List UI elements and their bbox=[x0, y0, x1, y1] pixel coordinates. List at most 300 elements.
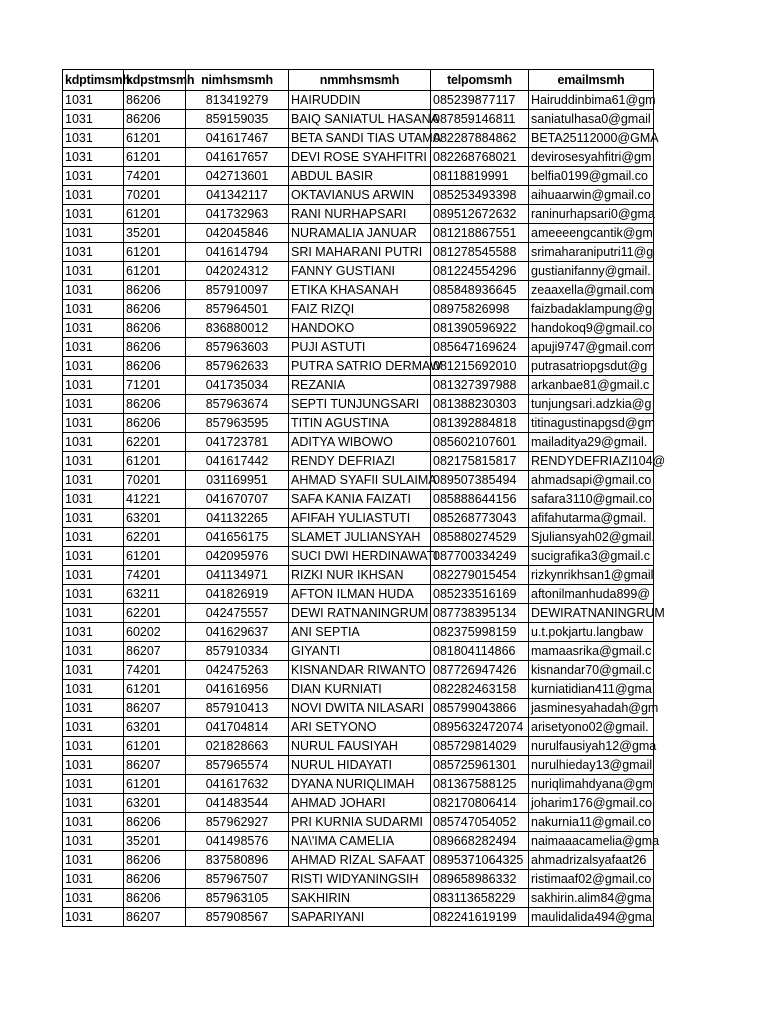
cell-kdptimsmh[interactable]: 1031 bbox=[63, 224, 124, 243]
cell-emailmsmh[interactable]: putrasatriopgsdut@g bbox=[529, 357, 654, 376]
cell-kdptimsmh[interactable]: 1031 bbox=[63, 129, 124, 148]
cell-kdptimsmh[interactable]: 1031 bbox=[63, 319, 124, 338]
cell-nmmhsmsmh[interactable]: SUCI DWI HERDINAWATI bbox=[289, 547, 431, 566]
cell-nimhsmsmh[interactable]: 857964501 bbox=[186, 300, 289, 319]
header-nmmhsmsmh[interactable]: nmmhsmsmh bbox=[289, 70, 431, 91]
cell-telpomsmh[interactable]: 082170806414 bbox=[431, 794, 529, 813]
cell-kdptimsmh[interactable]: 1031 bbox=[63, 680, 124, 699]
cell-emailmsmh[interactable]: srimaharaniputri11@g bbox=[529, 243, 654, 262]
cell-nmmhsmsmh[interactable]: NURUL HIDAYATI bbox=[289, 756, 431, 775]
cell-telpomsmh[interactable]: 089507385494 bbox=[431, 471, 529, 490]
cell-emailmsmh[interactable]: DEWIRATNANINGRUM bbox=[529, 604, 654, 623]
cell-nimhsmsmh[interactable]: 836880012 bbox=[186, 319, 289, 338]
cell-emailmsmh[interactable]: ristimaaf02@gmail.co bbox=[529, 870, 654, 889]
cell-kdpstmsmh[interactable]: 63201 bbox=[124, 509, 186, 528]
cell-emailmsmh[interactable]: arkanbae81@gmail.c bbox=[529, 376, 654, 395]
cell-telpomsmh[interactable]: 081224554296 bbox=[431, 262, 529, 281]
cell-telpomsmh[interactable]: 0895371064325 bbox=[431, 851, 529, 870]
cell-emailmsmh[interactable]: sucigrafika3@gmail.c bbox=[529, 547, 654, 566]
cell-telpomsmh[interactable]: 085253493398 bbox=[431, 186, 529, 205]
cell-nimhsmsmh[interactable]: 857963603 bbox=[186, 338, 289, 357]
cell-kdpstmsmh[interactable]: 61201 bbox=[124, 680, 186, 699]
cell-emailmsmh[interactable]: nakurnia11@gmail.co bbox=[529, 813, 654, 832]
cell-emailmsmh[interactable]: nurulfausiyah12@gma bbox=[529, 737, 654, 756]
cell-nimhsmsmh[interactable]: 857965574 bbox=[186, 756, 289, 775]
cell-nmmhsmsmh[interactable]: NURAMALIA JANUAR bbox=[289, 224, 431, 243]
cell-kdptimsmh[interactable]: 1031 bbox=[63, 528, 124, 547]
cell-nimhsmsmh[interactable]: 041617467 bbox=[186, 129, 289, 148]
cell-nmmhsmsmh[interactable]: BETA SANDI TIAS UTAMA bbox=[289, 129, 431, 148]
cell-emailmsmh[interactable]: tunjungsari.adzkia@g bbox=[529, 395, 654, 414]
cell-nimhsmsmh[interactable]: 041826919 bbox=[186, 585, 289, 604]
cell-nimhsmsmh[interactable]: 857908567 bbox=[186, 908, 289, 927]
spreadsheet bbox=[62, 69, 666, 927]
cell-emailmsmh[interactable]: afifahutarma@gmail. bbox=[529, 509, 654, 528]
cell-nmmhsmsmh[interactable]: RIZKI NUR IKHSAN bbox=[289, 566, 431, 585]
cell-kdpstmsmh[interactable]: 86207 bbox=[124, 699, 186, 718]
cell-kdptimsmh[interactable]: 1031 bbox=[63, 376, 124, 395]
table-row bbox=[63, 262, 654, 281]
cell-nimhsmsmh[interactable]: 857962927 bbox=[186, 813, 289, 832]
cell-telpomsmh[interactable]: 085799043866 bbox=[431, 699, 529, 718]
table-row bbox=[63, 661, 654, 680]
cell-kdpstmsmh[interactable]: 86206 bbox=[124, 851, 186, 870]
cell-telpomsmh[interactable]: 081804114866 bbox=[431, 642, 529, 661]
cell-nmmhsmsmh[interactable]: DEVI ROSE SYAHFITRI bbox=[289, 148, 431, 167]
cell-nmmhsmsmh[interactable]: KISNANDAR RIWANTO bbox=[289, 661, 431, 680]
table-row bbox=[63, 794, 654, 813]
cell-telpomsmh[interactable]: 089668282494 bbox=[431, 832, 529, 851]
cell-nmmhsmsmh[interactable]: ARI SETYONO bbox=[289, 718, 431, 737]
cell-nmmhsmsmh[interactable]: NA\'IMA CAMELIA bbox=[289, 832, 431, 851]
cell-telpomsmh[interactable]: 082282463158 bbox=[431, 680, 529, 699]
table-row bbox=[63, 186, 654, 205]
cell-kdptimsmh[interactable]: 1031 bbox=[63, 775, 124, 794]
cell-nimhsmsmh[interactable]: 041704814 bbox=[186, 718, 289, 737]
cell-emailmsmh[interactable]: naimaaacamelia@gma bbox=[529, 832, 654, 851]
cell-nmmhsmsmh[interactable]: REZANIA bbox=[289, 376, 431, 395]
cell-emailmsmh[interactable]: maulidalida494@gma bbox=[529, 908, 654, 927]
cell-kdpstmsmh[interactable]: 86207 bbox=[124, 642, 186, 661]
cell-nmmhsmsmh[interactable]: ADITYA WIBOWO bbox=[289, 433, 431, 452]
cell-emailmsmh[interactable]: titinagustinapgsd@gm bbox=[529, 414, 654, 433]
cell-kdptimsmh[interactable]: 1031 bbox=[63, 110, 124, 129]
cell-emailmsmh[interactable]: jasminesyahadah@gm bbox=[529, 699, 654, 718]
cell-nmmhsmsmh[interactable]: NURUL FAUSIYAH bbox=[289, 737, 431, 756]
table-row bbox=[63, 224, 654, 243]
cell-telpomsmh[interactable]: 087859146811 bbox=[431, 110, 529, 129]
cell-nmmhsmsmh[interactable]: ABDUL BASIR bbox=[289, 167, 431, 186]
cell-kdpstmsmh[interactable]: 86206 bbox=[124, 319, 186, 338]
table-row bbox=[63, 205, 654, 224]
cell-nmmhsmsmh[interactable]: DIAN KURNIATI bbox=[289, 680, 431, 699]
cell-nimhsmsmh[interactable]: 031169951 bbox=[186, 471, 289, 490]
cell-telpomsmh[interactable]: 081327397988 bbox=[431, 376, 529, 395]
cell-nimhsmsmh[interactable]: 021828663 bbox=[186, 737, 289, 756]
student-table bbox=[62, 69, 666, 927]
cell-kdpstmsmh[interactable]: 61201 bbox=[124, 775, 186, 794]
cell-emailmsmh[interactable]: arisetyono02@gmail. bbox=[529, 718, 654, 737]
cell-kdptimsmh[interactable]: 1031 bbox=[63, 186, 124, 205]
cell-kdpstmsmh[interactable]: 62201 bbox=[124, 433, 186, 452]
cell-kdptimsmh[interactable]: 1031 bbox=[63, 547, 124, 566]
cell-nmmhsmsmh[interactable]: AHMAD RIZAL SAFAAT bbox=[289, 851, 431, 870]
cell-nmmhsmsmh[interactable]: OKTAVIANUS ARWIN bbox=[289, 186, 431, 205]
cell-kdpstmsmh[interactable]: 70201 bbox=[124, 471, 186, 490]
cell-telpomsmh[interactable]: 087726947426 bbox=[431, 661, 529, 680]
cell-kdptimsmh[interactable]: 1031 bbox=[63, 908, 124, 927]
cell-telpomsmh[interactable]: 085268773043 bbox=[431, 509, 529, 528]
cell-emailmsmh[interactable]: ameeeengcantik@gm bbox=[529, 224, 654, 243]
cell-nimhsmsmh[interactable]: 041342117 bbox=[186, 186, 289, 205]
cell-nmmhsmsmh[interactable]: GIYANTI bbox=[289, 642, 431, 661]
table-row bbox=[63, 395, 654, 414]
cell-kdptimsmh[interactable]: 1031 bbox=[63, 585, 124, 604]
cell-telpomsmh[interactable]: 082241619199 bbox=[431, 908, 529, 927]
cell-kdpstmsmh[interactable]: 61201 bbox=[124, 547, 186, 566]
cell-kdptimsmh[interactable]: 1031 bbox=[63, 395, 124, 414]
cell-kdpstmsmh[interactable]: 61201 bbox=[124, 243, 186, 262]
cell-kdptimsmh[interactable]: 1031 bbox=[63, 889, 124, 908]
cell-telpomsmh[interactable]: 081392884818 bbox=[431, 414, 529, 433]
cell-nimhsmsmh[interactable]: 042045846 bbox=[186, 224, 289, 243]
cell-nimhsmsmh[interactable]: 041483544 bbox=[186, 794, 289, 813]
cell-kdptimsmh[interactable]: 1031 bbox=[63, 718, 124, 737]
cell-nimhsmsmh[interactable]: 857910413 bbox=[186, 699, 289, 718]
header-kdpstmsmh[interactable]: kdpstmsmh bbox=[124, 70, 186, 91]
cell-emailmsmh[interactable]: ahmadsapi@gmail.co bbox=[529, 471, 654, 490]
cell-kdpstmsmh[interactable]: 70201 bbox=[124, 186, 186, 205]
cell-kdptimsmh[interactable]: 1031 bbox=[63, 281, 124, 300]
cell-telpomsmh[interactable]: 085848936645 bbox=[431, 281, 529, 300]
header-telpomsmh[interactable]: telpomsmh bbox=[431, 70, 529, 91]
cell-emailmsmh[interactable]: joharim176@gmail.co bbox=[529, 794, 654, 813]
cell-telpomsmh[interactable]: 083113658229 bbox=[431, 889, 529, 908]
cell-nmmhsmsmh[interactable]: SEPTI TUNJUNGSARI bbox=[289, 395, 431, 414]
cell-kdpstmsmh[interactable]: 86206 bbox=[124, 338, 186, 357]
cell-nimhsmsmh[interactable]: 837580896 bbox=[186, 851, 289, 870]
cell-nimhsmsmh[interactable]: 813419279 bbox=[186, 91, 289, 110]
cell-emailmsmh[interactable]: gustianifanny@gmail. bbox=[529, 262, 654, 281]
cell-kdptimsmh[interactable]: 1031 bbox=[63, 813, 124, 832]
cell-kdpstmsmh[interactable]: 86206 bbox=[124, 110, 186, 129]
cell-nmmhsmsmh[interactable]: BAIQ SANIATUL HASANA bbox=[289, 110, 431, 129]
cell-nmmhsmsmh[interactable]: RISTI WIDYANINGSIH bbox=[289, 870, 431, 889]
cell-nmmhsmsmh[interactable]: FAIZ RIZQI bbox=[289, 300, 431, 319]
cell-emailmsmh[interactable]: safara3110@gmail.co bbox=[529, 490, 654, 509]
cell-telpomsmh[interactable]: 081390596922 bbox=[431, 319, 529, 338]
cell-nmmhsmsmh[interactable]: TITIN AGUSTINA bbox=[289, 414, 431, 433]
cell-nimhsmsmh[interactable]: 041617442 bbox=[186, 452, 289, 471]
cell-telpomsmh[interactable]: 089512672632 bbox=[431, 205, 529, 224]
cell-kdpstmsmh[interactable]: 74201 bbox=[124, 167, 186, 186]
cell-nimhsmsmh[interactable]: 041670707 bbox=[186, 490, 289, 509]
table-row bbox=[63, 813, 654, 832]
table-row bbox=[63, 281, 654, 300]
cell-nmmhsmsmh[interactable]: SAPARIYANI bbox=[289, 908, 431, 927]
table-row bbox=[63, 509, 654, 528]
cell-telpomsmh[interactable]: 085747054052 bbox=[431, 813, 529, 832]
cell-emailmsmh[interactable]: mamaasrika@gmail.c bbox=[529, 642, 654, 661]
cell-kdpstmsmh[interactable]: 62201 bbox=[124, 528, 186, 547]
cell-kdpstmsmh[interactable]: 86206 bbox=[124, 870, 186, 889]
cell-kdpstmsmh[interactable]: 74201 bbox=[124, 661, 186, 680]
cell-kdpstmsmh[interactable]: 86207 bbox=[124, 908, 186, 927]
cell-kdptimsmh[interactable]: 1031 bbox=[63, 794, 124, 813]
cell-nmmhsmsmh[interactable]: ANI SEPTIA bbox=[289, 623, 431, 642]
cell-kdptimsmh[interactable]: 1031 bbox=[63, 452, 124, 471]
cell-emailmsmh[interactable]: zeaaxella@gmail.com bbox=[529, 281, 654, 300]
cell-kdpstmsmh[interactable]: 35201 bbox=[124, 832, 186, 851]
cell-nmmhsmsmh[interactable]: FANNY GUSTIANI bbox=[289, 262, 431, 281]
cell-nimhsmsmh[interactable]: 042475263 bbox=[186, 661, 289, 680]
cell-nimhsmsmh[interactable]: 859159035 bbox=[186, 110, 289, 129]
cell-kdpstmsmh[interactable]: 86206 bbox=[124, 357, 186, 376]
cell-nimhsmsmh[interactable]: 042713601 bbox=[186, 167, 289, 186]
cell-kdpstmsmh[interactable]: 71201 bbox=[124, 376, 186, 395]
cell-telpomsmh[interactable]: 089658986332 bbox=[431, 870, 529, 889]
cell-emailmsmh[interactable]: BETA25112000@GMA bbox=[529, 129, 654, 148]
cell-emailmsmh[interactable]: rizkynrikhsan1@gmail bbox=[529, 566, 654, 585]
cell-telpomsmh[interactable]: 085729814029 bbox=[431, 737, 529, 756]
cell-nimhsmsmh[interactable]: 041617632 bbox=[186, 775, 289, 794]
cell-kdpstmsmh[interactable]: 86207 bbox=[124, 756, 186, 775]
cell-kdptimsmh[interactable]: 1031 bbox=[63, 205, 124, 224]
cell-nimhsmsmh[interactable]: 042095976 bbox=[186, 547, 289, 566]
table-row bbox=[63, 319, 654, 338]
cell-kdptimsmh[interactable]: 1031 bbox=[63, 262, 124, 281]
cell-kdptimsmh[interactable]: 1031 bbox=[63, 623, 124, 642]
cell-kdpstmsmh[interactable]: 60202 bbox=[124, 623, 186, 642]
cell-kdptimsmh[interactable]: 1031 bbox=[63, 471, 124, 490]
table-row bbox=[63, 870, 654, 889]
cell-telpomsmh[interactable]: 085647169624 bbox=[431, 338, 529, 357]
cell-nmmhsmsmh[interactable]: PUJI ASTUTI bbox=[289, 338, 431, 357]
cell-emailmsmh[interactable]: devirosesyahfitri@gm bbox=[529, 148, 654, 167]
cell-kdptimsmh[interactable]: 1031 bbox=[63, 642, 124, 661]
table-row bbox=[63, 851, 654, 870]
cell-emailmsmh[interactable]: apuji9747@gmail.com bbox=[529, 338, 654, 357]
table-row bbox=[63, 528, 654, 547]
table-row bbox=[63, 585, 654, 604]
cell-kdpstmsmh[interactable]: 61201 bbox=[124, 129, 186, 148]
cell-nmmhsmsmh[interactable]: AHMAD JOHARI bbox=[289, 794, 431, 813]
cell-nimhsmsmh[interactable]: 857963674 bbox=[186, 395, 289, 414]
cell-nmmhsmsmh[interactable]: RANI NURHAPSARI bbox=[289, 205, 431, 224]
cell-nmmhsmsmh[interactable]: SAFA KANIA FAIZATI bbox=[289, 490, 431, 509]
cell-kdpstmsmh[interactable]: 86206 bbox=[124, 414, 186, 433]
cell-nimhsmsmh[interactable]: 041616956 bbox=[186, 680, 289, 699]
cell-kdpstmsmh[interactable]: 61201 bbox=[124, 262, 186, 281]
cell-nimhsmsmh[interactable]: 041132265 bbox=[186, 509, 289, 528]
cell-emailmsmh[interactable]: raninurhapsari0@gma bbox=[529, 205, 654, 224]
cell-nimhsmsmh[interactable]: 041735034 bbox=[186, 376, 289, 395]
cell-telpomsmh[interactable]: 082287884862 bbox=[431, 129, 529, 148]
cell-nimhsmsmh[interactable]: 041629637 bbox=[186, 623, 289, 642]
cell-nimhsmsmh[interactable]: 041617657 bbox=[186, 148, 289, 167]
cell-telpomsmh[interactable]: 0895632472074 bbox=[431, 718, 529, 737]
cell-emailmsmh[interactable]: nurulhieday13@gmail bbox=[529, 756, 654, 775]
cell-kdptimsmh[interactable]: 1031 bbox=[63, 661, 124, 680]
cell-telpomsmh[interactable]: 085888644156 bbox=[431, 490, 529, 509]
cell-nimhsmsmh[interactable]: 041723781 bbox=[186, 433, 289, 452]
cell-nmmhsmsmh[interactable]: ETIKA KHASANAH bbox=[289, 281, 431, 300]
cell-emailmsmh[interactable]: mailaditya29@gmail. bbox=[529, 433, 654, 452]
cell-nmmhsmsmh[interactable]: NOVI DWITA NILASARI bbox=[289, 699, 431, 718]
cell-nimhsmsmh[interactable]: 042024312 bbox=[186, 262, 289, 281]
cell-telpomsmh[interactable]: 082279015454 bbox=[431, 566, 529, 585]
cell-telpomsmh[interactable]: 081367588125 bbox=[431, 775, 529, 794]
table-row bbox=[63, 452, 654, 471]
cell-kdptimsmh[interactable]: 1031 bbox=[63, 148, 124, 167]
cell-kdpstmsmh[interactable]: 35201 bbox=[124, 224, 186, 243]
table-row bbox=[63, 642, 654, 661]
cell-kdpstmsmh[interactable]: 61201 bbox=[124, 737, 186, 756]
cell-kdpstmsmh[interactable]: 61201 bbox=[124, 205, 186, 224]
cell-emailmsmh[interactable]: u.t.pokjartu.langbaw bbox=[529, 623, 654, 642]
cell-nimhsmsmh[interactable]: 857910097 bbox=[186, 281, 289, 300]
cell-telpomsmh[interactable]: 085602107601 bbox=[431, 433, 529, 452]
cell-nimhsmsmh[interactable]: 857962633 bbox=[186, 357, 289, 376]
cell-emailmsmh[interactable]: RENDYDEFRIAZI104@ bbox=[529, 452, 654, 471]
cell-nmmhsmsmh[interactable]: AFIFAH YULIASTUTI bbox=[289, 509, 431, 528]
cell-nmmhsmsmh[interactable]: PRI KURNIA SUDARMI bbox=[289, 813, 431, 832]
cell-kdptimsmh[interactable]: 1031 bbox=[63, 699, 124, 718]
cell-emailmsmh[interactable]: Sjuliansyah02@gmail. bbox=[529, 528, 654, 547]
cell-telpomsmh[interactable]: 081218867551 bbox=[431, 224, 529, 243]
table-row bbox=[63, 623, 654, 642]
cell-nimhsmsmh[interactable]: 041614794 bbox=[186, 243, 289, 262]
table-row bbox=[63, 357, 654, 376]
cell-emailmsmh[interactable]: ahmadrizalsyafaat26 bbox=[529, 851, 654, 870]
cell-nmmhsmsmh[interactable]: DEWI RATNANINGRUM bbox=[289, 604, 431, 623]
header-emailmsmh[interactable]: emailmsmh bbox=[529, 70, 654, 91]
cell-nmmhsmsmh[interactable]: DYANA NURIQLIMAH bbox=[289, 775, 431, 794]
cell-nmmhsmsmh[interactable]: HAIRUDDIN bbox=[289, 91, 431, 110]
cell-emailmsmh[interactable]: nuriqlimahdyana@gm bbox=[529, 775, 654, 794]
cell-kdpstmsmh[interactable]: 86206 bbox=[124, 813, 186, 832]
cell-nimhsmsmh[interactable]: 041134971 bbox=[186, 566, 289, 585]
header-nimhsmsmh[interactable]: nimhsmsmh bbox=[186, 70, 289, 91]
cell-emailmsmh[interactable]: belfia0199@gmail.co bbox=[529, 167, 654, 186]
cell-kdpstmsmh[interactable]: 62201 bbox=[124, 604, 186, 623]
cell-nimhsmsmh[interactable]: 857967507 bbox=[186, 870, 289, 889]
cell-emailmsmh[interactable]: saniatulhasa0@gmail bbox=[529, 110, 654, 129]
header-row bbox=[63, 70, 654, 91]
table-row bbox=[63, 604, 654, 623]
cell-nmmhsmsmh[interactable]: AFTON ILMAN HUDA bbox=[289, 585, 431, 604]
cell-kdpstmsmh[interactable]: 86206 bbox=[124, 281, 186, 300]
cell-kdpstmsmh[interactable]: 86206 bbox=[124, 889, 186, 908]
cell-telpomsmh[interactable]: 085233516169 bbox=[431, 585, 529, 604]
cell-kdpstmsmh[interactable]: 74201 bbox=[124, 566, 186, 585]
cell-kdptimsmh[interactable]: 1031 bbox=[63, 566, 124, 585]
cell-telpomsmh[interactable]: 085725961301 bbox=[431, 756, 529, 775]
cell-emailmsmh[interactable]: kurniatidian411@gma bbox=[529, 680, 654, 699]
cell-nmmhsmsmh[interactable]: SRI MAHARANI PUTRI bbox=[289, 243, 431, 262]
cell-kdptimsmh[interactable]: 1031 bbox=[63, 338, 124, 357]
cell-emailmsmh[interactable]: aftonilmanhuda899@ bbox=[529, 585, 654, 604]
cell-kdptimsmh[interactable]: 1031 bbox=[63, 243, 124, 262]
cell-nimhsmsmh[interactable]: 041732963 bbox=[186, 205, 289, 224]
cell-nimhsmsmh[interactable]: 042475557 bbox=[186, 604, 289, 623]
cell-nmmhsmsmh[interactable]: PUTRA SATRIO DERMAW bbox=[289, 357, 431, 376]
cell-nimhsmsmh[interactable]: 041498576 bbox=[186, 832, 289, 851]
cell-kdpstmsmh[interactable]: 86206 bbox=[124, 91, 186, 110]
cell-telpomsmh[interactable]: 087738395134 bbox=[431, 604, 529, 623]
cell-nmmhsmsmh[interactable]: AHMAD SYAFII SULAIMA bbox=[289, 471, 431, 490]
cell-telpomsmh[interactable]: 087700334249 bbox=[431, 547, 529, 566]
cell-telpomsmh[interactable]: 082375998159 bbox=[431, 623, 529, 642]
cell-nimhsmsmh[interactable]: 857910334 bbox=[186, 642, 289, 661]
cell-telpomsmh[interactable]: 08975826998 bbox=[431, 300, 529, 319]
cell-nimhsmsmh[interactable]: 041656175 bbox=[186, 528, 289, 547]
cell-kdpstmsmh[interactable]: 61201 bbox=[124, 452, 186, 471]
cell-kdptimsmh[interactable]: 1031 bbox=[63, 167, 124, 186]
cell-kdpstmsmh[interactable]: 41221 bbox=[124, 490, 186, 509]
cell-telpomsmh[interactable]: 085880274529 bbox=[431, 528, 529, 547]
table-row bbox=[63, 148, 654, 167]
table-row bbox=[63, 832, 654, 851]
cell-telpomsmh[interactable]: 082175815817 bbox=[431, 452, 529, 471]
cell-telpomsmh[interactable]: 081278545588 bbox=[431, 243, 529, 262]
cell-nmmhsmsmh[interactable]: SAKHIRIN bbox=[289, 889, 431, 908]
cell-kdpstmsmh[interactable]: 86206 bbox=[124, 300, 186, 319]
table-row bbox=[63, 908, 654, 927]
cell-kdpstmsmh[interactable]: 86206 bbox=[124, 395, 186, 414]
cell-telpomsmh[interactable]: 082268768021 bbox=[431, 148, 529, 167]
cell-telpomsmh[interactable]: 081388230303 bbox=[431, 395, 529, 414]
cell-kdpstmsmh[interactable]: 63201 bbox=[124, 794, 186, 813]
cell-kdptimsmh[interactable]: 1031 bbox=[63, 737, 124, 756]
cell-kdptimsmh[interactable]: 1031 bbox=[63, 433, 124, 452]
cell-emailmsmh[interactable]: Hairuddinbima61@gm bbox=[529, 91, 654, 110]
header-kdptimsmh[interactable]: kdptimsmh bbox=[63, 70, 124, 91]
cell-emailmsmh[interactable]: aihuaarwin@gmail.co bbox=[529, 186, 654, 205]
cell-kdpstmsmh[interactable]: 61201 bbox=[124, 148, 186, 167]
cell-kdpstmsmh[interactable]: 63211 bbox=[124, 585, 186, 604]
cell-kdptimsmh[interactable]: 1031 bbox=[63, 604, 124, 623]
cell-nimhsmsmh[interactable]: 857963105 bbox=[186, 889, 289, 908]
cell-kdptimsmh[interactable]: 1031 bbox=[63, 414, 124, 433]
cell-emailmsmh[interactable]: handokoq9@gmail.co bbox=[529, 319, 654, 338]
table-row bbox=[63, 756, 654, 775]
cell-emailmsmh[interactable]: faizbadaklampung@g bbox=[529, 300, 654, 319]
cell-kdpstmsmh[interactable]: 63201 bbox=[124, 718, 186, 737]
cell-kdptimsmh[interactable]: 1031 bbox=[63, 300, 124, 319]
cell-emailmsmh[interactable]: kisnandar70@gmail.c bbox=[529, 661, 654, 680]
cell-kdptimsmh[interactable]: 1031 bbox=[63, 490, 124, 509]
cell-kdptimsmh[interactable]: 1031 bbox=[63, 357, 124, 376]
cell-emailmsmh[interactable]: sakhirin.alim84@gma bbox=[529, 889, 654, 908]
cell-kdptimsmh[interactable]: 1031 bbox=[63, 91, 124, 110]
cell-kdptimsmh[interactable]: 1031 bbox=[63, 851, 124, 870]
cell-kdptimsmh[interactable]: 1031 bbox=[63, 832, 124, 851]
table-row bbox=[63, 775, 654, 794]
cell-telpomsmh[interactable]: 081215692010 bbox=[431, 357, 529, 376]
cell-kdptimsmh[interactable]: 1031 bbox=[63, 756, 124, 775]
cell-telpomsmh[interactable]: 085239877117 bbox=[431, 91, 529, 110]
table-row bbox=[63, 680, 654, 699]
cell-nimhsmsmh[interactable]: 857963595 bbox=[186, 414, 289, 433]
cell-nmmhsmsmh[interactable]: HANDOKO bbox=[289, 319, 431, 338]
cell-nmmhsmsmh[interactable]: SLAMET JULIANSYAH bbox=[289, 528, 431, 547]
cell-kdptimsmh[interactable]: 1031 bbox=[63, 870, 124, 889]
table-row bbox=[63, 547, 654, 566]
cell-nmmhsmsmh[interactable]: RENDY DEFRIAZI bbox=[289, 452, 431, 471]
cell-kdptimsmh[interactable]: 1031 bbox=[63, 509, 124, 528]
cell-telpomsmh[interactable]: 08118819991 bbox=[431, 167, 529, 186]
